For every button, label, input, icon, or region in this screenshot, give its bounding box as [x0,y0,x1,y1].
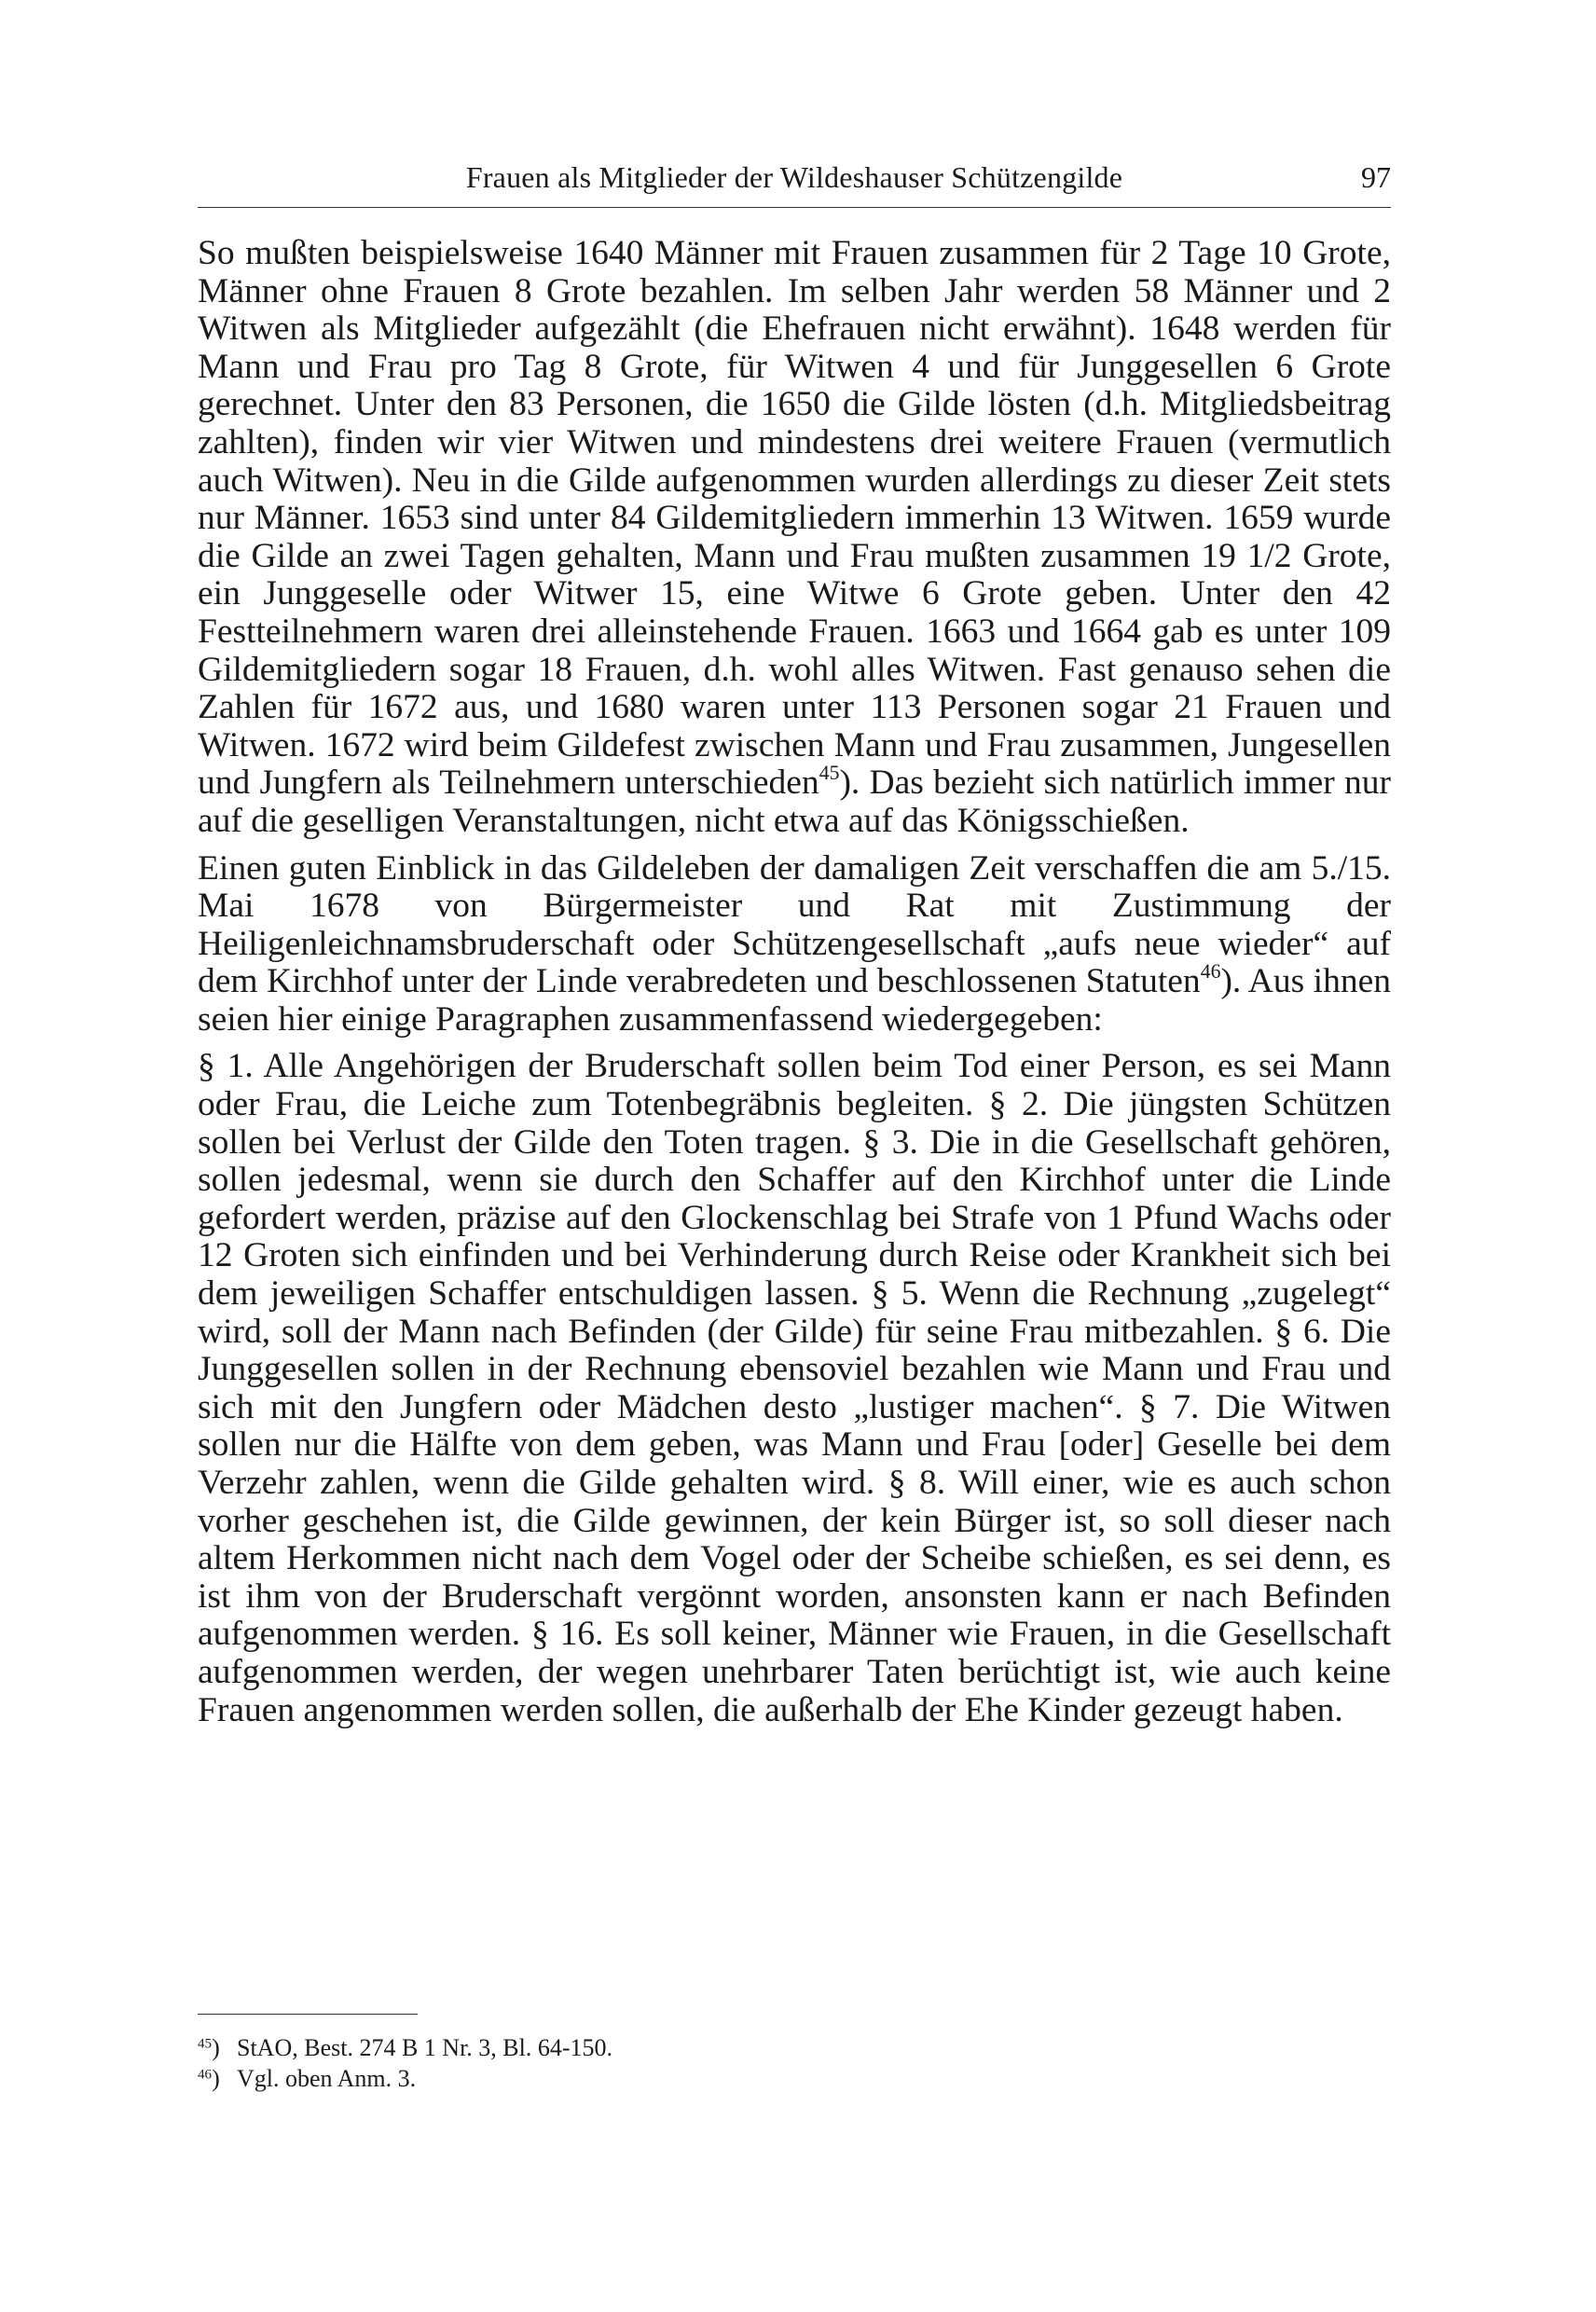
running-head [198,154,1391,200]
footnote-46 [198,2063,1391,2094]
book-page [198,0,1391,2312]
footnote-text: StAO, Best. 274 B 1 Nr. 3, Bl. 64-150. [237,2034,613,2061]
footnote-marker: $^{45}$) [198,2034,220,2061]
paragraph-3-statutes: § 1. Alle Angehörigen der Bruderschaft sollen beim Tod einer Person, es sei Mann oder Frau, die Leiche zum Totenbegräbnis begleiten. § 2. Die jüngsten Schützen sollen bei Verlust der Gilde den Toten tragen. § 3. Die in die Gesellschaft gehören, sollen jedesmal, wenn sie durch den Schaffer auf den Kirchhof unter die Linde gefordert werden, präzise auf den Glockenschlag bei Strafe von 1 Pfund Wachs oder 12 Groten sich einfinden und bei Verhinderung durch Reise oder Krankheit sich bei dem jeweiligen Schaffer entschuldigen lassen. § 5. Wenn die Rechnung „zugelegt“ wird, soll der Mann nach Befinden (der Gilde) für seine Frau mitbezahlen. § 6. Die Junggesellen sollen in der Rechnung ebensoviel bezahlen wie Mann und Frau und sich mit den Jungfern oder Mädchen desto „lustiger machen“. § 7. Die Witwen sollen nur die Hälfte von dem geben, was Mann und Frau [oder] Geselle bei dem Verzehr zahlen, wenn die Gilde gehalten wird. § 8. Will einer, wie es auch schon vorher geschehen ist, die Gilde gewinnen, der kein Bürger ist, so soll dieser nach altem Herkommen nicht nach dem Vogel oder der Scheibe schießen, es sei denn, es ist ihm von der Bruderschaft vergönnt worden, ansonsten kann er nach Befinden aufgenommen werden. § 16. Es soll keiner, Männer wie Frauen, in die Gesellschaft aufgenommen werden, der wegen unehrbarer Taten berüchtigt ist, wie auch keine Frauen angenommen werden sollen, die außerhalb der Ehe Kinder gezeugt haben. [198,1047,1391,1729]
running-title: Frauen als Mitglieder der Wildeshauser Schützengilde [465,160,1123,194]
footnote-ref-45: 45 [819,762,840,785]
footnote-number: 46 [198,2067,213,2083]
footnotes [198,2032,1391,2094]
footnote-rule [198,2014,418,2015]
paragraph-2-text-end: ). Aus ihnen seien hier einige Paragraphen zusammenfassend wiedergegeben: [198,962,1391,1039]
paragraph-1-text: So mußten beispielsweise 1640 Männer mit Frauen zusammen für 2 Tage 10 Grote, Männer ohne Frauen 8 Grote bezahlen. Im selben Jahr werden 58 Männer und 2 Witwen als Mitglieder aufgezählt (die Ehefrauen nicht erwähnt). 1648 werden für Mann und Frau pro Tag 8 Grote, für Witwen 4 und für Junggesellen 6 Grote gerechnet. Unter den 83 Personen, die 1650 die Gilde lösten (d.h. Mitgliedsbeitrag zahlten), finden wir vier Witwen und mindestens drei weitere Frauen (vermutlich auch Witwen). Neu in die Gilde aufgenommen wurden allerdings zu dieser Zeit stets nur Männer. 1653 sind unter 84 Gildemitgliedern immerhin 13 Witwen. 1659 wurde die Gilde an zwei Tagen gehalten, Mann und Frau mußten zusammen 19 1/2 Grote, ein Junggeselle oder Witwer 15, eine Witwe 6 Grote geben. Unter den 42 Festteilnehmern waren drei alleinstehende Frauen. 1663 und 1664 gab es unter 109 Gildemitgliedern sogar 18 Frauen, d.h. wohl alles Witwen. Fast genauso sehen die Zahlen für 1672 aus, und 1680 waren unter 113 Personen sogar 21 Frauen und Witwen. 1672 wird beim Gildefest zwischen Mann und Frau zusammen, Jungesellen und Jungfern als Teilnehmern unterschieden [198,234,1391,803]
body-text [198,235,1391,1739]
paragraph-1 [198,235,1391,841]
footnote-45 [198,2032,1391,2063]
footnote-number: 45 [198,2036,213,2052]
footnote-marker: $^{46}$) [198,2065,220,2092]
footnote-ref-46: 46 [1200,960,1221,984]
paragraph-1-text-end: ). Das bezieht sich natürlich immer nur auf die geselligen Veranstaltungen, nicht etwa auf das Königsschießen. [198,764,1391,840]
footnote-text: Vgl. oben Anm. 3. [237,2065,417,2092]
paragraph-2 [198,850,1391,1039]
page-number: 97 [1361,160,1391,194]
header-rule [198,207,1391,208]
paragraph-2-text: Einen guten Einblick in das Gildeleben der damaligen Zeit verschaffen die am 5./15. Mai 1678 von Bürgermeister und Rat mit Zustimmung der Heiligenleichnamsbruderschaft oder Schützengesellschaft „aufs neue wieder“ auf dem Kirchhof unter der Linde verabredeten und beschlossenen Statuten [198,848,1391,1001]
